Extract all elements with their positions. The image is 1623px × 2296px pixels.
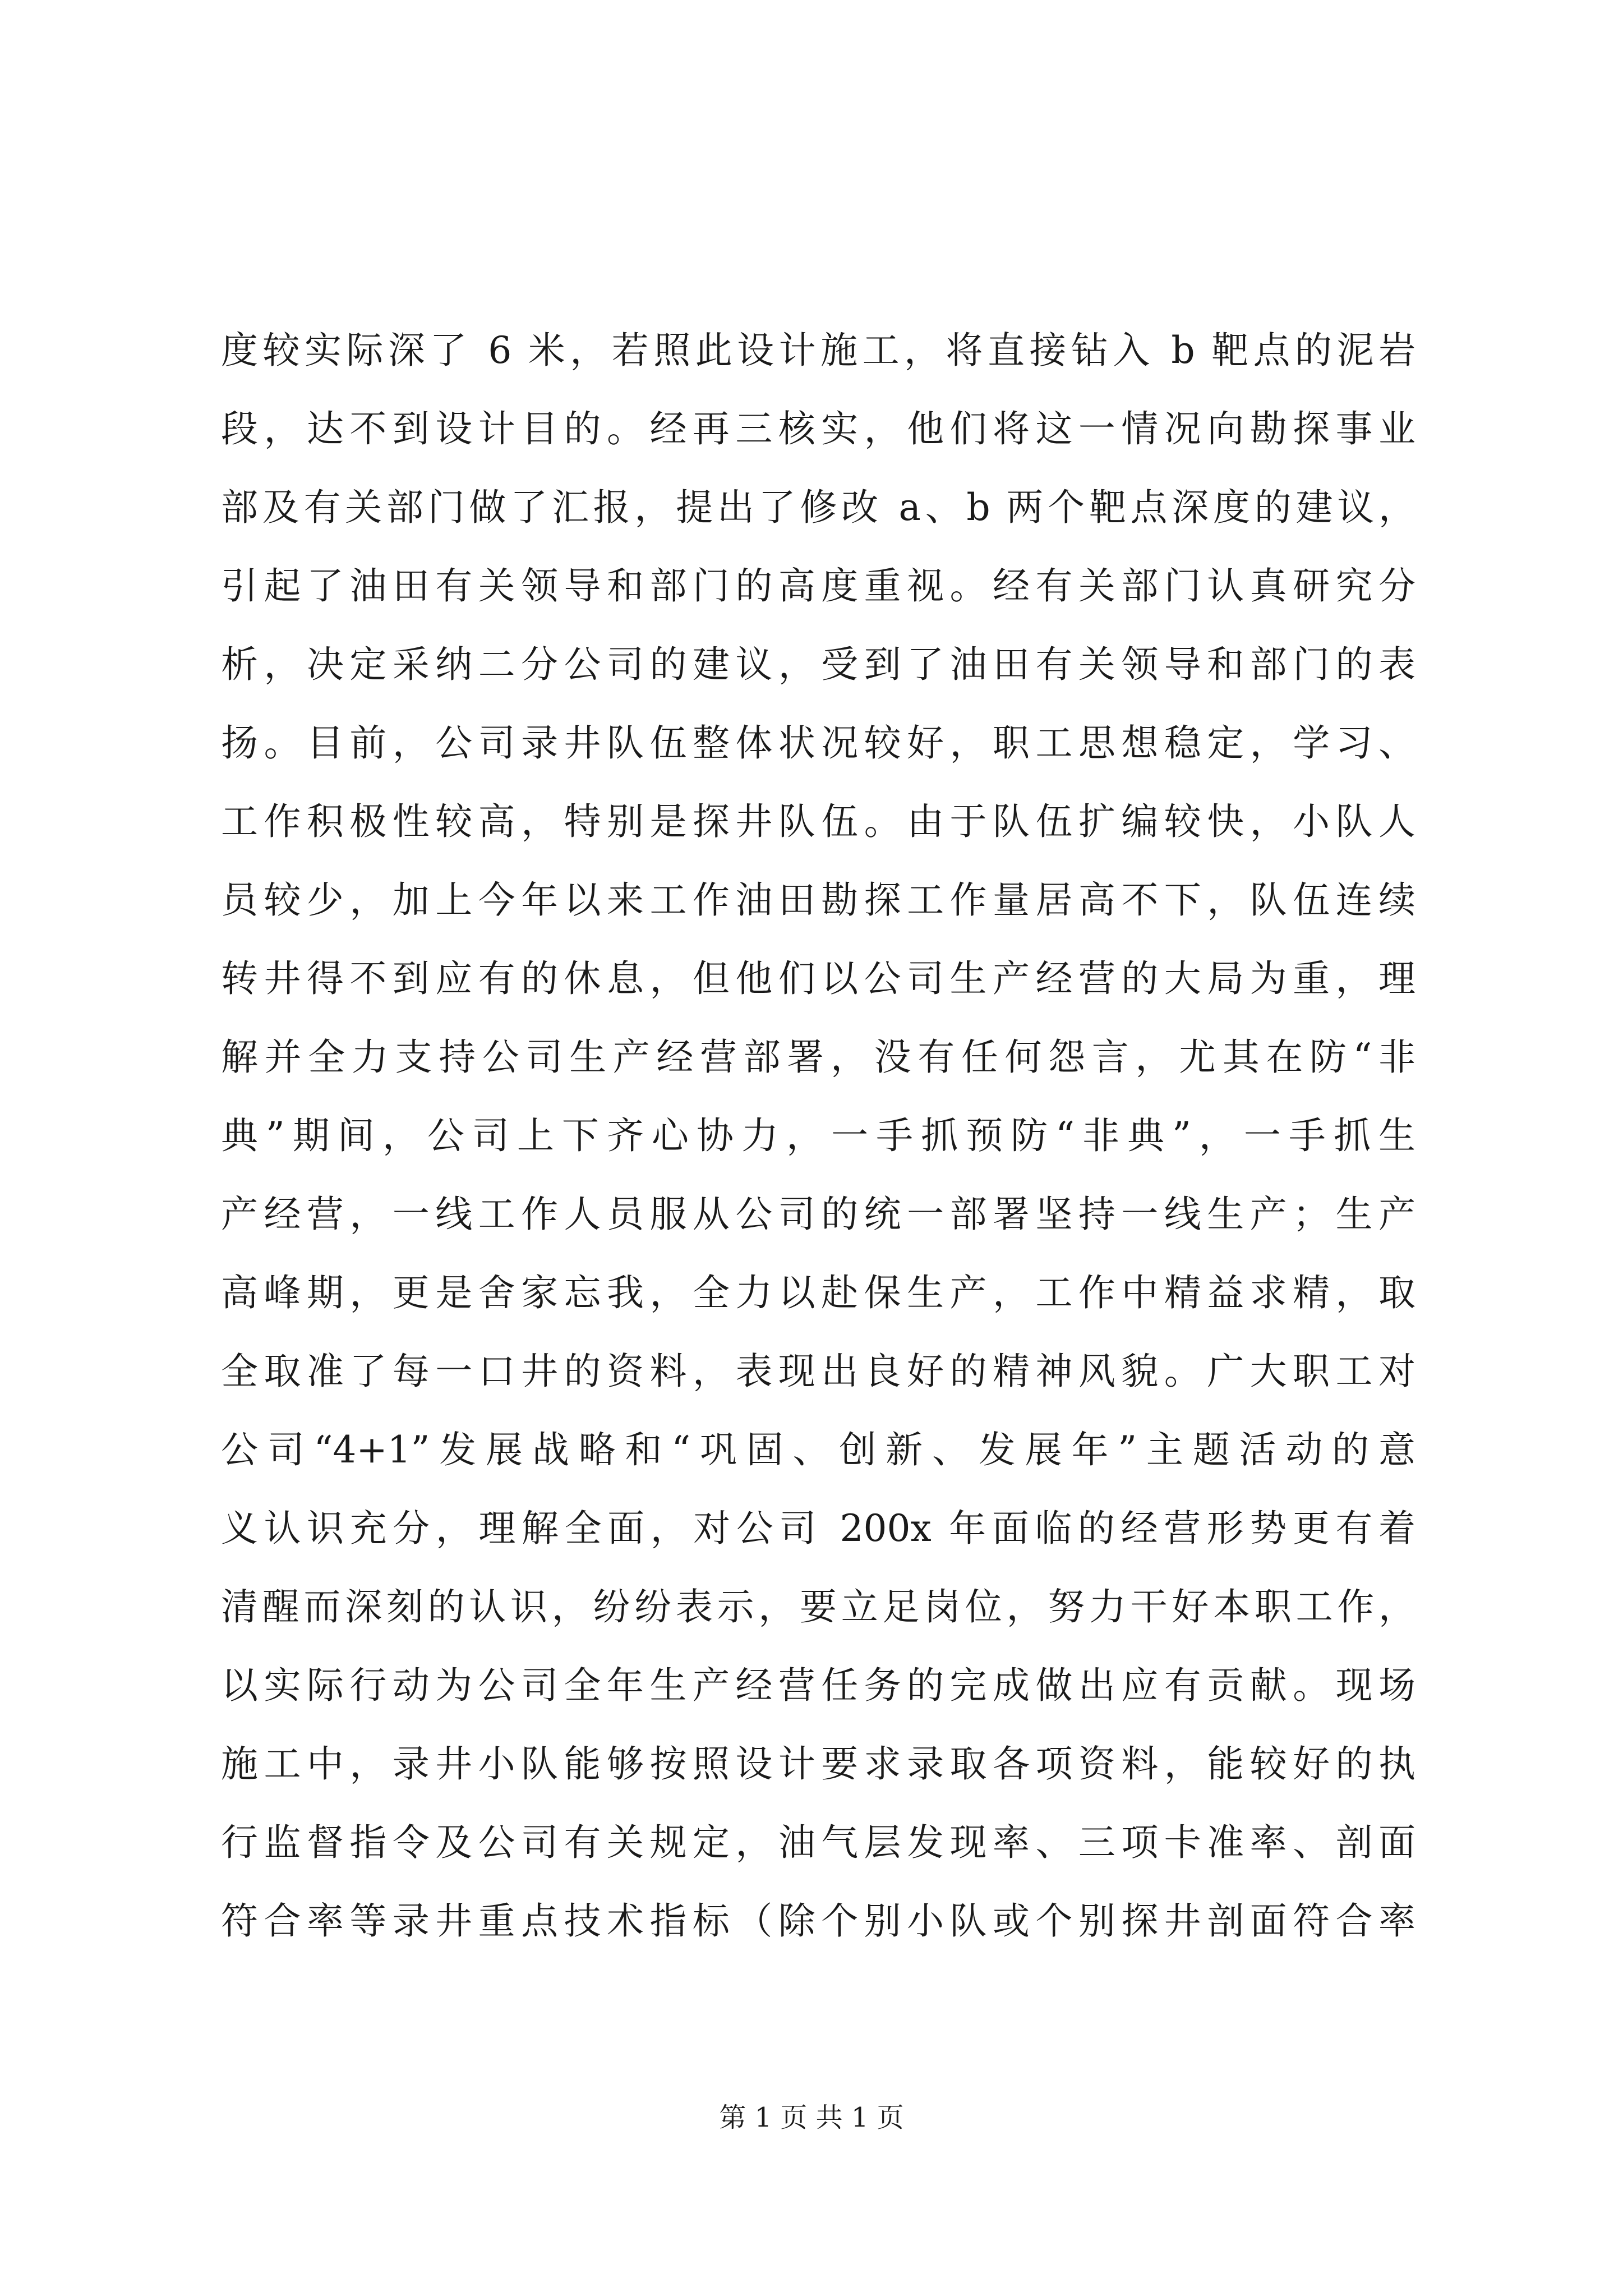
text-line: 部及有关部门做了汇报，提出了修改 a、b 两个靶点深度的建议， [221, 486, 1415, 529]
text-line: 工作积极性较高，特别是探井队伍。由于队伍扩编较快，小队人 [221, 800, 1415, 843]
text-line: 施工中，录井小队能够按照设计要求录取各项资料，能较好的执 [221, 1742, 1415, 1786]
text-line: 以实际行动为公司全年生产经营任务的完成做出应有贡献。现场 [221, 1664, 1415, 1707]
text-line: 扬。目前，公司录井队伍整体状况较好，职工思想稳定，学习、 [221, 721, 1415, 765]
text-line: 度较实际深了 6 米，若照此设计施工，将直接钻入 b 靶点的泥岩 [221, 329, 1415, 372]
text-line: 义认识充分，理解全面，对公司 200x 年面临的经营形势更有着 [221, 1507, 1415, 1550]
body-paragraph [221, 311, 1415, 1961]
text-line: 产经营，一线工作人员服从公司的统一部署坚持一线生产；生产 [221, 1193, 1415, 1236]
text-line: 引起了油田有关领导和部门的高度重视。经有关部门认真研究分 [221, 564, 1415, 608]
text-line: 高峰期，更是舍家忘我，全力以赴保生产，工作中精益求精，取 [221, 1271, 1415, 1314]
text-line: 典”期间，公司上下齐心协力，一手抓预防“非典”，一手抓生 [221, 1114, 1415, 1157]
text-line: 段，达不到设计目的。经再三核实，他们将这一情况向勘探事业 [221, 407, 1415, 450]
text-line: 公司“4+1”发展战略和“巩固、创新、发展年”主题活动的意 [221, 1428, 1415, 1471]
text-line: 解并全力支持公司生产经营部署，没有任何怨言，尤其在防“非 [221, 1036, 1415, 1079]
text-line: 员较少，加上今年以来工作油田勘探工作量居高不下，队伍连续 [221, 878, 1415, 922]
text-line: 清醒而深刻的认识，纷纷表示，要立足岗位，努力干好本职工作， [221, 1585, 1415, 1628]
text-line: 转井得不到应有的休息，但他们以公司生产经营的大局为重，理 [221, 957, 1415, 1000]
text-line: 行监督指令及公司有关规定，油气层发现率、三项卡准率、剖面 [221, 1821, 1415, 1864]
page-number-footer: 第 1 页 共 1 页 [719, 2102, 904, 2133]
text-line: 符合率等录井重点技术指标（除个别小队或个别探井剖面符合率 [221, 1899, 1415, 1943]
text-line: 全取准了每一口井的资料，表现出良好的精神风貌。广大职工对 [221, 1350, 1415, 1393]
text-line: 析，决定采纳二分公司的建议，受到了油田有关领导和部门的表 [221, 643, 1415, 686]
